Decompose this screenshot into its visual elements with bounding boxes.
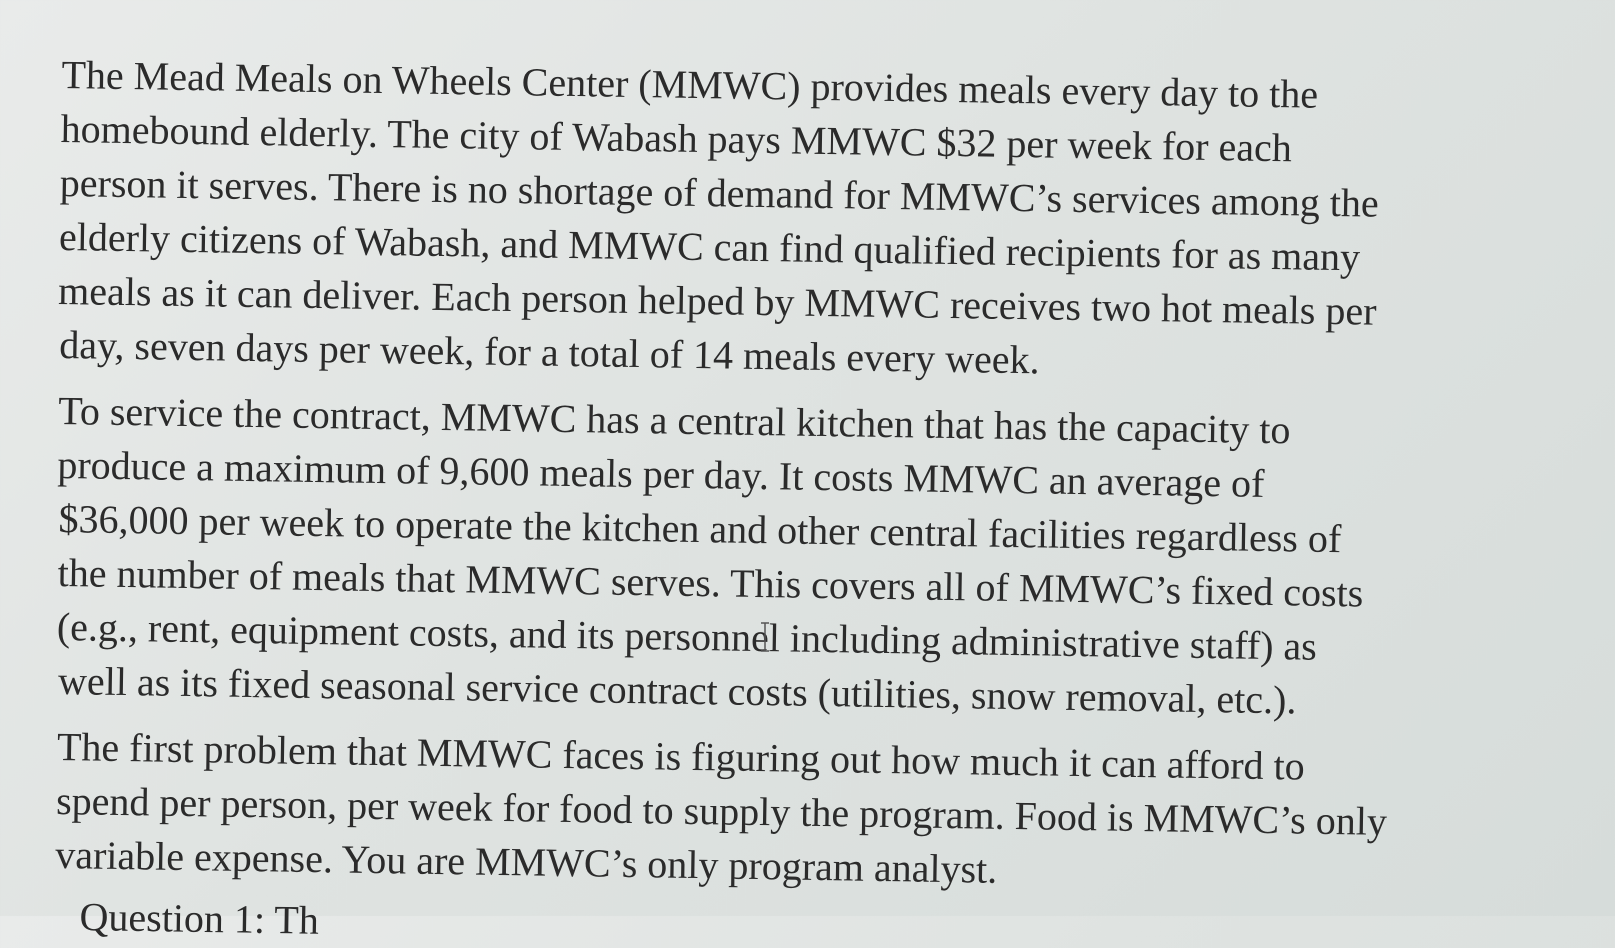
paragraph-contract: [52, 384, 1477, 730]
text-line: $36,000 per week to operate the kitchen and other central facilities regardless of: [58, 496, 1342, 562]
text-line: variable expense. You are MMWC’s only program analyst.: [54, 831, 998, 892]
paragraph-intro: [57, 48, 1482, 394]
text-line: the number of meals that MMWC serves. This covers all of MMWC’s fixed costs: [57, 550, 1364, 616]
paragraph-problem: [49, 720, 1471, 904]
text-line: To service the contract, MMWC has a central kitchen that has the capacity to: [57, 387, 1291, 453]
text-line: The Mead Meals on Wheels Center (MMWC) provides meals every day to the: [61, 51, 1319, 117]
text-line: The first problem that MMWC faces is figuring out how much it can afford to: [56, 724, 1306, 789]
problem-text-panel: [49, 48, 1482, 916]
text-line: day, seven days per week, for a total of 14 meals every week.: [58, 321, 1040, 383]
text-line: meals as it can deliver. Each person helped by MMWC receives two hot meals per: [57, 267, 1377, 334]
text-line: well as its fixed seasonal service contract costs (utilities, snow removal, etc.).: [57, 658, 1297, 723]
text-line: (e.g., rent, equipment costs, and its personnel including administrative staff) as: [56, 603, 1318, 669]
text-line: elderly citizens of Wabash, and MMWC can find qualified recipients for as many: [58, 213, 1361, 280]
text-line: homebound elderly. The city of Wabash pays MMWC $32 per week for each: [60, 105, 1293, 171]
cut-off-question-line: Question 1: Th: [79, 893, 320, 943]
text-line: person it serves. There is no shortage of demand for MMWC’s services among the: [59, 159, 1380, 226]
text-line: produce a maximum of 9,600 meals per day. It costs MMWC an average of: [57, 441, 1265, 506]
text-line: spend per person, per week for food to supply the program. Food is MMWC’s only: [55, 778, 1388, 844]
